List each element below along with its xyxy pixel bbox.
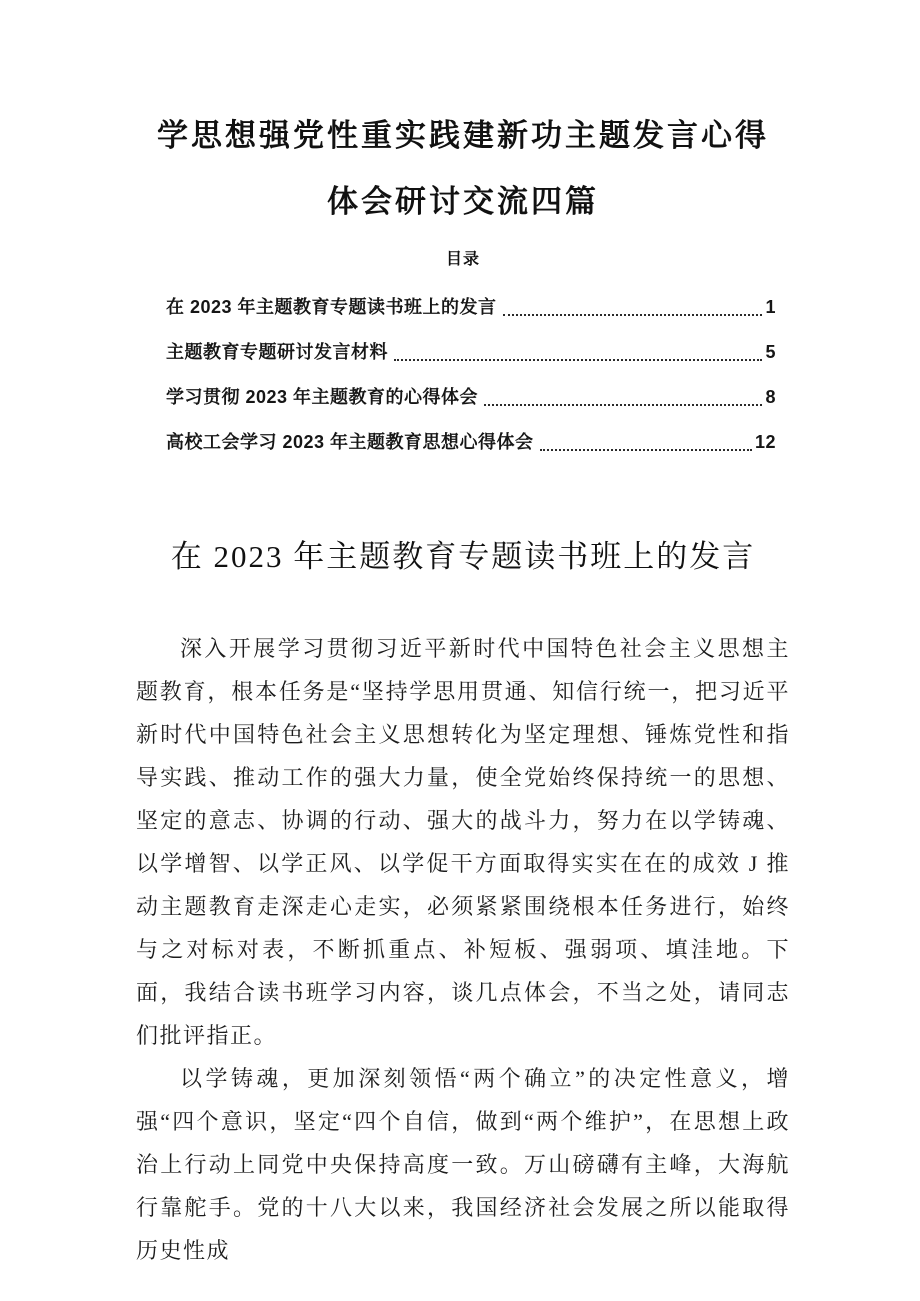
toc-entry-page-number: 5	[765, 342, 776, 362]
toc-entry-label: 高校工会学习 2023 年主题教育思想心得体会	[166, 432, 534, 452]
document-title-line-1: 学思想强党性重实践建新功主题发言心得	[157, 118, 769, 153]
toc-dot-leader	[503, 314, 763, 316]
toc-entry-page-number: 12	[754, 432, 776, 452]
toc-entry-label: 主题教育专题研讨发言材料	[166, 342, 388, 362]
document-title	[136, 103, 790, 235]
toc-entry	[166, 330, 776, 375]
toc-entry	[166, 420, 776, 465]
article-paragraph: 以学铸魂，更加深刻领悟“两个确立”的决定性意义，增强“四个意识，坚定“四个自信，做到“两个维护”，在思想上政治上行动上同党中央保持高度一致。万山磅礴有主峰，大海航行靠舵手。党的十八大以来，我国经济社会发展之所以能取得历史性成	[136, 1066, 790, 1263]
document-title-line-2: 体会研讨交流四篇	[327, 184, 599, 219]
article-body	[136, 627, 790, 1272]
toc-dot-leader	[394, 359, 762, 361]
article-heading: 在 2023 年主题教育专题读书班上的发言	[170, 539, 756, 574]
toc-dot-leader	[484, 404, 762, 406]
toc-heading: 目录	[445, 251, 480, 268]
article-paragraph: 深入开展学习贯彻习近平新时代中国特色社会主义思想主题教育，根本任务是“坚持学思用贯通、知信行统一，把习近平新时代中国特色社会主义思想转化为坚定理想、锤炼党性和指导实践、推动工作的强大力量，使全党始终保持统一的思想、坚定的意志、协调的行动、强大的战斗力，努力在以学铸魂、以学增智、以学正风、以学促干方面取得实实在在的成效 J 推动主题教育走深走心走实，必须紧紧围绕根本任务进行，始终与之对标对表，不断抓重点、补短板、强弱项、填洼地。下面，我结合读书班学习内容，谈几点体会，不当之处，请同志们批评指正。	[136, 636, 790, 1048]
toc-entry	[166, 375, 776, 420]
toc-entry-label: 在 2023 年主题教育专题读书班上的发言	[166, 297, 497, 317]
toc-entry-page-number: 8	[765, 387, 776, 407]
toc-entry	[166, 285, 776, 330]
toc-entry-label: 学习贯彻 2023 年主题教育的心得体会	[166, 387, 479, 407]
toc-entry-page-number: 1	[765, 297, 776, 317]
toc-dot-leader	[540, 449, 752, 451]
toc-list	[166, 285, 776, 465]
